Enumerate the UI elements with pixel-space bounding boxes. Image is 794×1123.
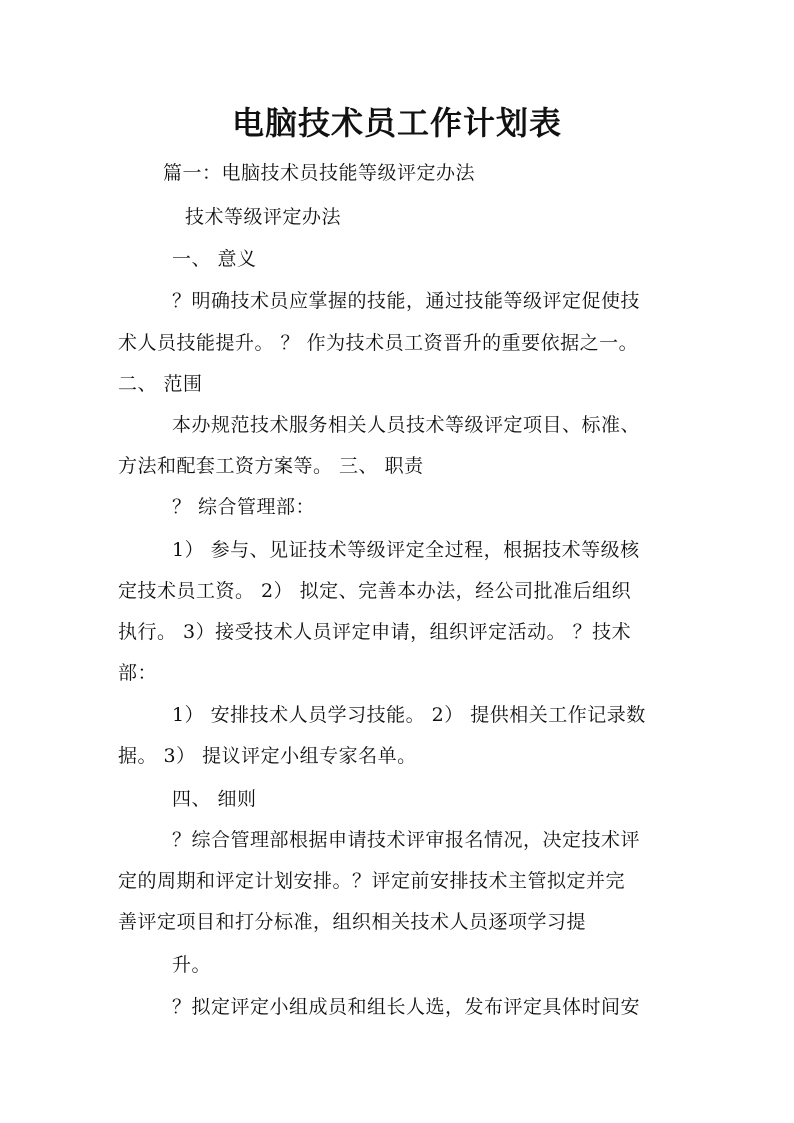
paragraph-line: 定技术员工资。 2） 拟定、完善本办法，经公司批准后组织 bbox=[118, 580, 632, 602]
paragraph-line: ？ 综合管理部： bbox=[172, 496, 316, 518]
paragraph-line: 一、 意义 bbox=[172, 248, 257, 270]
paragraph-line: 术人员技能提升。 ？ 作为技术员工资晋升的重要依据之一。 bbox=[118, 332, 639, 354]
paragraph-line: ？综合管理部根据申请技术评审报名情况，决定技术评 bbox=[172, 829, 641, 851]
section-heading: 篇一：电脑技术员技能等级评定办法 bbox=[163, 162, 476, 184]
paragraph-line: 升。 bbox=[172, 954, 212, 976]
paragraph-line: 1） 安排技术人员学习技能。 2） 提供相关工作记录数 bbox=[172, 704, 646, 726]
paragraph-line: 执行。 3）接受技术人员评定申请，组织评定活动。 ？技术 bbox=[118, 621, 632, 643]
paragraph-line: ？拟定评定小组成员和组长人选，发布评定具体时间安 bbox=[172, 996, 641, 1018]
paragraph-line: 据。 3） 提议评定小组专家名单。 bbox=[118, 745, 417, 767]
paragraph-line: 二、 范围 bbox=[118, 373, 203, 395]
paragraph-line: 方法和配套工资方案等。 三、 职责 bbox=[118, 455, 424, 477]
paragraph-line: ？明确技术员应掌握的技能，通过技能等级评定促使技 bbox=[172, 290, 641, 312]
sub-heading: 技术等级评定办法 bbox=[185, 206, 342, 228]
paragraph-line: 1） 参与、见证技术等级评定全过程，根据技术等级核 bbox=[172, 539, 640, 561]
paragraph-line: 四、 细则 bbox=[172, 788, 257, 810]
paragraph-line: 本办规范技术服务相关人员技术等级评定项目、标准、 bbox=[172, 414, 641, 436]
paragraph-line: 善评定项目和打分标准，组织相关技术人员逐项学习提 bbox=[118, 911, 587, 933]
paragraph-line: 部： bbox=[118, 662, 158, 684]
paragraph-line: 定的周期和评定计划安排。？评定前安排技术主管拟定并完 bbox=[118, 870, 626, 892]
document-title: 电脑技术员工作计划表 bbox=[231, 104, 562, 142]
